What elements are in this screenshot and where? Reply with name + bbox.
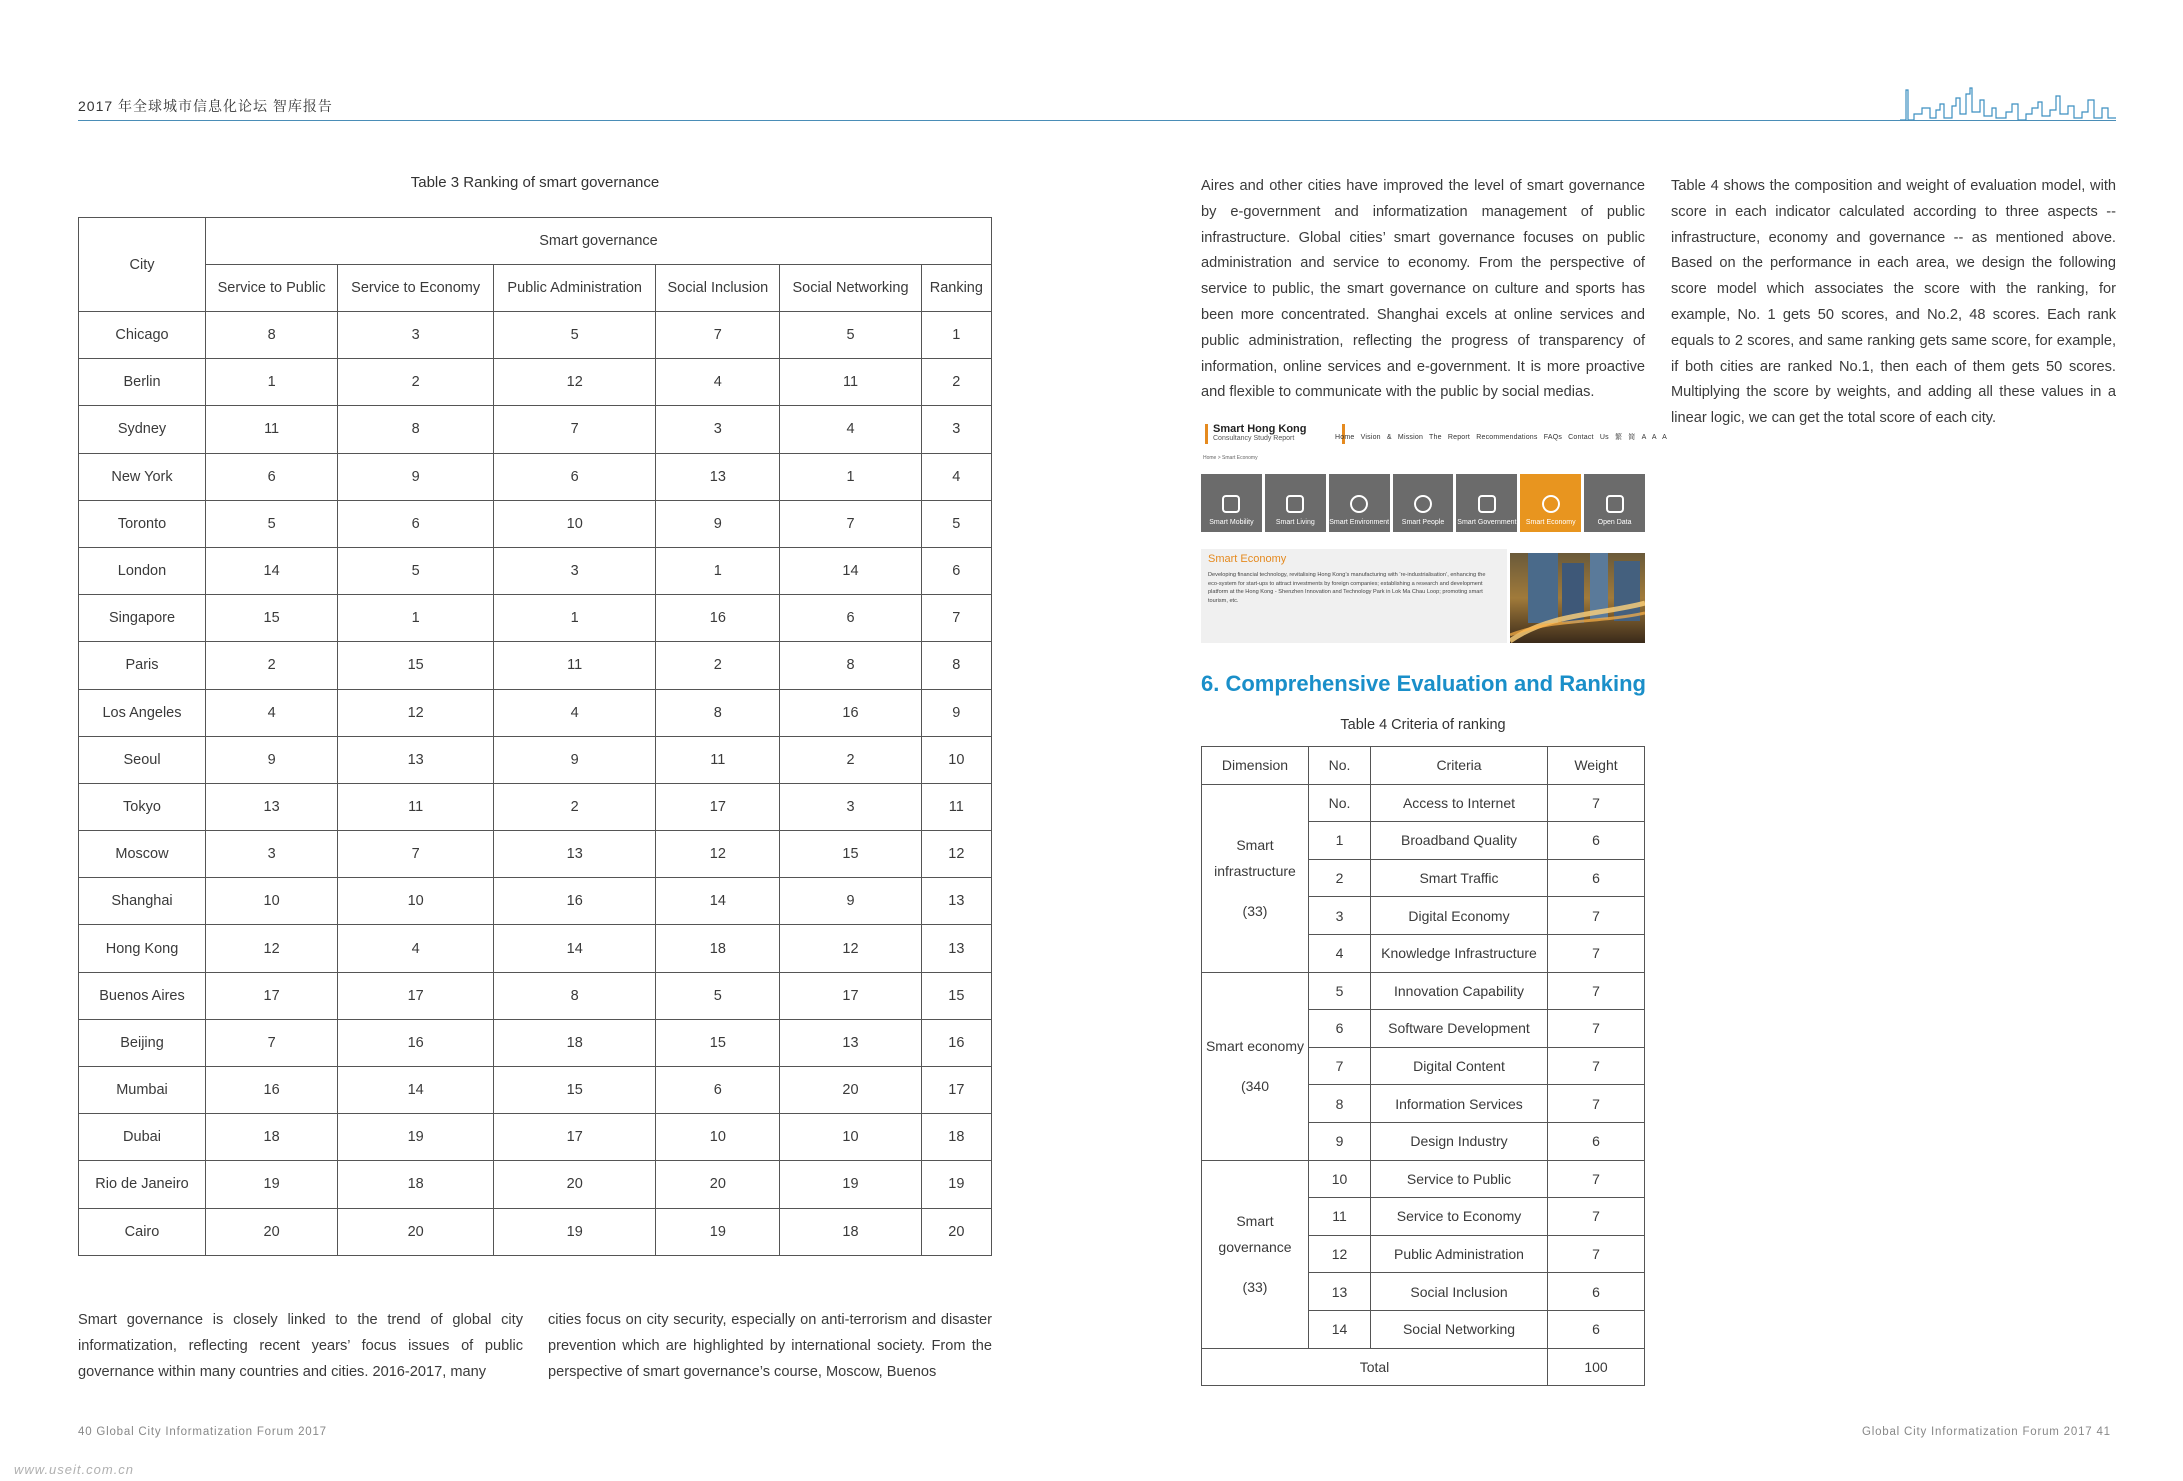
table-cell: 20 <box>206 1208 338 1255</box>
table-cell: 8 <box>780 642 921 689</box>
ranking-table <box>78 217 992 1256</box>
table4-caption: Table 4 Criteria of ranking <box>1340 717 1506 733</box>
table-row <box>79 689 992 736</box>
table-cell: Digital Economy <box>1371 897 1548 935</box>
table-cell: 10 <box>656 1114 780 1161</box>
table-cell: 7 <box>1548 897 1645 935</box>
column-header: No. <box>1309 747 1371 785</box>
city-cell: Seoul <box>79 736 206 783</box>
table-cell: 6 <box>494 453 656 500</box>
table-row <box>79 642 992 689</box>
body-paragraph: Smart governance is closely linked to the trend of global city informatization, reflecting recent years’ focus issues of public governance within many countries and cities. 2016-2017, many <box>78 1312 523 1380</box>
site-nav: Home Vision & Mission The Report Recommendations FAQs Contact Us 繁 简 A A A <box>1335 434 1667 441</box>
table-cell: 14 <box>1309 1310 1371 1348</box>
table-cell: 18 <box>780 1208 921 1255</box>
table-cell: 17 <box>494 1114 656 1161</box>
table-cell: 2 <box>338 359 494 406</box>
table-cell: Innovation Capability <box>1371 972 1548 1010</box>
table-cell: 6 <box>921 547 991 594</box>
column-header: Social Inclusion <box>656 265 780 312</box>
table-cell: 15 <box>780 831 921 878</box>
table-cell: 17 <box>206 972 338 1019</box>
city-cell: Toronto <box>79 500 206 547</box>
table-cell: 1 <box>206 359 338 406</box>
dimension-cell <box>1202 972 1309 1160</box>
table-cell: 16 <box>656 595 780 642</box>
table-cell: 9 <box>206 736 338 783</box>
body-paragraph: cities focus on city security, especially on anti-terrorism and disaster prevention which are highlighted by international society. From the perspective of smart governance’s course, Moscow, Buenos <box>548 1312 992 1380</box>
city-cell: Sydney <box>79 406 206 453</box>
city-cell: Paris <box>79 642 206 689</box>
dimension-label: Smart infrastructure <box>1214 837 1296 880</box>
table-cell: 14 <box>206 547 338 594</box>
city-cell: Mumbai <box>79 1067 206 1114</box>
table-cell: 11 <box>780 359 921 406</box>
logo-subtext: Consultancy Study Report <box>1213 435 1295 442</box>
table-cell: 20 <box>656 1161 780 1208</box>
table-cell: 7 <box>494 406 656 453</box>
table-cell: 3 <box>206 831 338 878</box>
column-header: Social Networking <box>780 265 921 312</box>
table-cell: 2 <box>656 642 780 689</box>
criteria-table <box>1201 746 1645 1386</box>
table-cell: 3 <box>494 547 656 594</box>
table-cell: 7 <box>338 831 494 878</box>
table-cell: Design Industry <box>1371 1122 1548 1160</box>
table-cell: 6 <box>1548 859 1645 897</box>
table-row <box>79 878 992 925</box>
table-row <box>79 547 992 594</box>
economy-panel-text: Developing financial technology, revitalising Hong Kong’s manufacturing with ‘re-industrialisation’, enhancing the eco-system for start-ups to attract investments by foreign companies; establishing a research and development platform at the Hong Kong - Shenzhen Innovation and Technology Park in Lok Ma Chau Loop; promoting smart tourism, etc. <box>1208 572 1486 604</box>
table-cell: 7 <box>1548 972 1645 1010</box>
table-cell: 9 <box>338 453 494 500</box>
total-label: Total <box>1202 1348 1548 1386</box>
table-cell: 13 <box>206 783 338 830</box>
table3-caption: Table 3 Ranking of smart governance <box>410 174 660 191</box>
table-cell: Access to Internet <box>1371 784 1548 822</box>
city-cell: Cairo <box>79 1208 206 1255</box>
table-cell: 7 <box>1309 1047 1371 1085</box>
table-cell: 18 <box>921 1114 991 1161</box>
table-cell: 16 <box>494 878 656 925</box>
footer-left: 40 Global City Informatization Forum 2017 <box>78 1426 327 1438</box>
table-cell: 19 <box>921 1161 991 1208</box>
table-cell: 1 <box>656 547 780 594</box>
bus-icon <box>1222 495 1240 513</box>
table-cell: 11 <box>656 736 780 783</box>
table-cell: 7 <box>1548 1198 1645 1236</box>
group-header: Smart governance <box>206 218 992 265</box>
tile-smart-people <box>1393 474 1454 532</box>
table-cell: 1 <box>921 312 991 359</box>
city-cell: Chicago <box>79 312 206 359</box>
table-cell: 7 <box>206 1019 338 1066</box>
table-cell: 16 <box>780 689 921 736</box>
table-cell: 18 <box>656 925 780 972</box>
table-cell: 13 <box>921 878 991 925</box>
table-cell: 6 <box>780 595 921 642</box>
table-cell: 1 <box>1309 822 1371 860</box>
table-cell: 7 <box>780 500 921 547</box>
table-cell: Knowledge Infrastructure <box>1371 934 1548 972</box>
table-row <box>79 1067 992 1114</box>
table-cell: 6 <box>1309 1010 1371 1048</box>
table-row <box>79 453 992 500</box>
breadcrumb: Home > Smart Economy <box>1203 455 1258 461</box>
table-cell: 11 <box>921 783 991 830</box>
table-cell: 7 <box>1548 1235 1645 1273</box>
table-cell: Social Networking <box>1371 1310 1548 1348</box>
table-cell: 19 <box>206 1161 338 1208</box>
table-cell: 4 <box>656 359 780 406</box>
column-header: Ranking <box>921 265 991 312</box>
table-cell: 6 <box>1548 822 1645 860</box>
table-cell: 14 <box>338 1067 494 1114</box>
table-row <box>79 1161 992 1208</box>
table-cell: 10 <box>1309 1160 1371 1198</box>
table-cell: 1 <box>494 595 656 642</box>
city-cell: Beijing <box>79 1019 206 1066</box>
tile-label: Open Data <box>1597 519 1632 526</box>
table-cell: 15 <box>206 595 338 642</box>
table-cell: 3 <box>780 783 921 830</box>
table-cell: 5 <box>1309 972 1371 1010</box>
column-header: Criteria <box>1371 747 1548 785</box>
table-cell: 12 <box>921 831 991 878</box>
table-cell: 7 <box>1548 784 1645 822</box>
table-cell: 6 <box>206 453 338 500</box>
city-cell: Berlin <box>79 359 206 406</box>
table-cell: 8 <box>1309 1085 1371 1123</box>
table-cell: Information Services <box>1371 1085 1548 1123</box>
table-cell: 20 <box>780 1067 921 1114</box>
table-cell: 5 <box>338 547 494 594</box>
city-cell: Rio de Janeiro <box>79 1161 206 1208</box>
table-cell: 5 <box>206 500 338 547</box>
tile-label: Smart Economy <box>1525 519 1576 526</box>
table-cell: 11 <box>338 783 494 830</box>
column-header: Service to Public <box>206 265 338 312</box>
table-cell: 1 <box>780 453 921 500</box>
table-cell: 8 <box>494 972 656 1019</box>
table-cell: 13 <box>1309 1273 1371 1311</box>
table-row <box>79 312 992 359</box>
tile-label: Smart Government <box>1457 519 1517 526</box>
tile-smart-government <box>1456 474 1517 532</box>
table-cell: 2 <box>206 642 338 689</box>
table-cell: Service to Public <box>1371 1160 1548 1198</box>
table-cell: 14 <box>780 547 921 594</box>
tile-label: Smart Mobility <box>1209 519 1254 526</box>
table-cell: 15 <box>921 972 991 1019</box>
table-cell: 6 <box>656 1067 780 1114</box>
table-row <box>79 831 992 878</box>
dollar-icon <box>1542 495 1560 513</box>
table-cell: 3 <box>1309 897 1371 935</box>
table-cell: 9 <box>921 689 991 736</box>
table-cell: 10 <box>494 500 656 547</box>
table-row <box>79 595 992 642</box>
table-cell: 7 <box>1548 1047 1645 1085</box>
table-cell: 18 <box>338 1161 494 1208</box>
table-cell: 13 <box>494 831 656 878</box>
table-cell: 11 <box>1309 1198 1371 1236</box>
table-cell: No. <box>1309 784 1371 822</box>
table-cell: 9 <box>656 500 780 547</box>
table-cell: Digital Content <box>1371 1047 1548 1085</box>
table-cell: 6 <box>338 500 494 547</box>
table-cell: 2 <box>1309 859 1371 897</box>
economy-panel-title: Smart Economy <box>1208 553 1287 565</box>
table-cell: 16 <box>338 1019 494 1066</box>
dimension-cell <box>1202 1160 1309 1348</box>
table-cell: 4 <box>780 406 921 453</box>
tile-smart-environment <box>1329 474 1390 532</box>
table-cell: 12 <box>338 689 494 736</box>
table-cell: Service to Economy <box>1371 1198 1548 1236</box>
city-night-photo <box>1510 553 1645 643</box>
city-cell: Los Angeles <box>79 689 206 736</box>
city-cell: Dubai <box>79 1114 206 1161</box>
table-cell: 2 <box>921 359 991 406</box>
table-cell: 19 <box>656 1208 780 1255</box>
table-cell: 4 <box>921 453 991 500</box>
footer-right: Global City Informatization Forum 2017 41 <box>1862 1426 2111 1438</box>
government-icon <box>1478 495 1496 513</box>
table-cell: 7 <box>921 595 991 642</box>
people-icon <box>1414 495 1432 513</box>
table-cell: 8 <box>206 312 338 359</box>
tile-open-data <box>1584 474 1645 532</box>
table-cell: 7 <box>1548 1010 1645 1048</box>
tile-label: Smart People <box>1401 519 1445 526</box>
table-row <box>1202 784 1645 822</box>
table-cell: 3 <box>921 406 991 453</box>
table-cell: 17 <box>338 972 494 1019</box>
table-cell: 8 <box>921 642 991 689</box>
table-cell: 10 <box>780 1114 921 1161</box>
table-cell: 10 <box>338 878 494 925</box>
table-cell: 10 <box>921 736 991 783</box>
table-cell: 9 <box>780 878 921 925</box>
city-cell: Singapore <box>79 595 206 642</box>
tile-smart-living <box>1265 474 1326 532</box>
table-cell: Broadband Quality <box>1371 822 1548 860</box>
watermark: www.useit.com.cn <box>14 1462 135 1477</box>
table-cell: 16 <box>206 1067 338 1114</box>
table-cell: 5 <box>494 312 656 359</box>
table-cell: 19 <box>494 1208 656 1255</box>
table-cell: 6 <box>1548 1122 1645 1160</box>
dimension-label: Smart governance <box>1218 1213 1292 1256</box>
table-cell: 20 <box>494 1161 656 1208</box>
dimension-label: Smart economy <box>1205 1038 1305 1055</box>
table-row <box>79 1208 992 1255</box>
table-cell: 7 <box>656 312 780 359</box>
table-cell: 4 <box>494 689 656 736</box>
table-cell: 9 <box>494 736 656 783</box>
table-cell: 12 <box>656 831 780 878</box>
dimension-weight: (33) <box>1242 903 1268 920</box>
dimension-cell <box>1202 784 1309 972</box>
table-row <box>79 783 992 830</box>
table-row <box>1202 1160 1645 1198</box>
table-cell: Public Administration <box>1371 1235 1548 1273</box>
table-cell: 7 <box>1548 1160 1645 1198</box>
total-value: 100 <box>1548 1348 1645 1386</box>
table-cell: 10 <box>206 878 338 925</box>
table-row <box>79 1114 992 1161</box>
table-cell: 13 <box>656 453 780 500</box>
table-cell: 12 <box>1309 1235 1371 1273</box>
table-cell: 11 <box>206 406 338 453</box>
table-row <box>79 500 992 547</box>
tile-smart-economy <box>1520 474 1581 532</box>
table-cell: 15 <box>656 1019 780 1066</box>
tile-label: Smart Living <box>1275 519 1315 526</box>
column-header: Public Administration <box>494 265 656 312</box>
body-paragraph: Table 4 shows the composition and weight of evaluation model, with score in each indicator calculated according to three aspects -- infrastructure, economy and governance -- as mentioned above. Based on the performance in each area, we design the following score model which associates the score with the ranking, for example, No. 1 gets 50 scores, and No.2, 48 scores. Each rank equals to 2 scores, and same ranking gets same score, for example, if both cities are ranked No.1, then each of them gets 50 scores. Multiplying the score by weights, and adding all these values in a linear logic, we can get the total score of each city. <box>1671 178 2116 427</box>
dimension-weight: (340 <box>1240 1078 1270 1095</box>
table-cell: 11 <box>494 642 656 689</box>
table-cell: 7 <box>1548 934 1645 972</box>
table-cell: 12 <box>780 925 921 972</box>
column-header: Weight <box>1548 747 1645 785</box>
table-cell: 20 <box>921 1208 991 1255</box>
city-header: City <box>79 218 206 312</box>
total-row <box>1202 1348 1645 1386</box>
table-cell: 4 <box>338 925 494 972</box>
table-cell: 4 <box>1309 934 1371 972</box>
city-cell: Tokyo <box>79 783 206 830</box>
table-cell: 5 <box>921 500 991 547</box>
table-cell: Smart Traffic <box>1371 859 1548 897</box>
building-icon <box>1286 495 1304 513</box>
table-row <box>79 1019 992 1066</box>
table-cell: 9 <box>1309 1122 1371 1160</box>
table-cell: 13 <box>921 925 991 972</box>
table-row <box>79 972 992 1019</box>
table-cell: Social Inclusion <box>1371 1273 1548 1311</box>
table-cell: 12 <box>494 359 656 406</box>
tile-label: Smart Environment <box>1329 519 1390 526</box>
city-cell: Shanghai <box>79 878 206 925</box>
table-cell: 16 <box>921 1019 991 1066</box>
city-cell: Buenos Aires <box>79 972 206 1019</box>
header-rule <box>78 120 2116 121</box>
column-header: Dimension <box>1202 747 1309 785</box>
table-cell: 5 <box>656 972 780 1019</box>
leaf-icon <box>1350 495 1368 513</box>
table-cell: 15 <box>494 1067 656 1114</box>
table-cell: 3 <box>656 406 780 453</box>
table-cell: 13 <box>338 736 494 783</box>
city-cell: Moscow <box>79 831 206 878</box>
column-header: Service to Economy <box>338 265 494 312</box>
table-cell: 17 <box>921 1067 991 1114</box>
table-cell: 14 <box>656 878 780 925</box>
table-cell: 6 <box>1548 1273 1645 1311</box>
table-cell: 8 <box>338 406 494 453</box>
table-row <box>1202 972 1645 1010</box>
table-cell: 15 <box>338 642 494 689</box>
logo-text: Smart Hong Kong <box>1213 423 1307 435</box>
city-cell: Hong Kong <box>79 925 206 972</box>
table-cell: 7 <box>1548 1085 1645 1123</box>
table-row <box>79 736 992 783</box>
table-row <box>79 359 992 406</box>
skyline-logo-icon <box>1900 84 2116 122</box>
table-cell: 17 <box>780 972 921 1019</box>
table-cell: 18 <box>206 1114 338 1161</box>
table-cell: 8 <box>656 689 780 736</box>
category-tiles <box>1201 474 1645 532</box>
section-heading: 6. Comprehensive Evaluation and Ranking <box>1201 671 1646 696</box>
table-cell: 19 <box>338 1114 494 1161</box>
body-paragraph: Aires and other cities have improved the level of smart governance by e-government and informatization management of public infrastructure. Global cities’ smart governance focuses on public administration and service to economy. From the perspective of service to public, the smart governance on culture and sports has been more concentrated. Shanghai excels at online services and public administration, reflecting the progress of transparency of information, online services and e-government. It is more proactive and flexible to communicate with the public by social medias. <box>1201 178 1645 401</box>
table-cell: 6 <box>1548 1310 1645 1348</box>
document-icon <box>1606 495 1624 513</box>
table-cell: 3 <box>338 312 494 359</box>
table-row <box>79 925 992 972</box>
table-cell: 1 <box>338 595 494 642</box>
table-cell: 2 <box>780 736 921 783</box>
table-cell: 17 <box>656 783 780 830</box>
running-header: 2017 年全球城市信息化论坛 智库报告 <box>78 98 333 114</box>
dimension-weight: (33) <box>1242 1279 1268 1296</box>
table-cell: Software Development <box>1371 1010 1548 1048</box>
smart-hk-logo <box>1205 424 1345 444</box>
city-cell: New York <box>79 453 206 500</box>
city-cell: London <box>79 547 206 594</box>
table-row <box>79 406 992 453</box>
table-cell: 5 <box>780 312 921 359</box>
table-cell: 19 <box>780 1161 921 1208</box>
table-cell: 2 <box>494 783 656 830</box>
table-cell: 18 <box>494 1019 656 1066</box>
table-cell: 13 <box>780 1019 921 1066</box>
table-cell: 14 <box>494 925 656 972</box>
tile-smart-mobility <box>1201 474 1262 532</box>
table-cell: 12 <box>206 925 338 972</box>
table-cell: 4 <box>206 689 338 736</box>
table-cell: 20 <box>338 1208 494 1255</box>
